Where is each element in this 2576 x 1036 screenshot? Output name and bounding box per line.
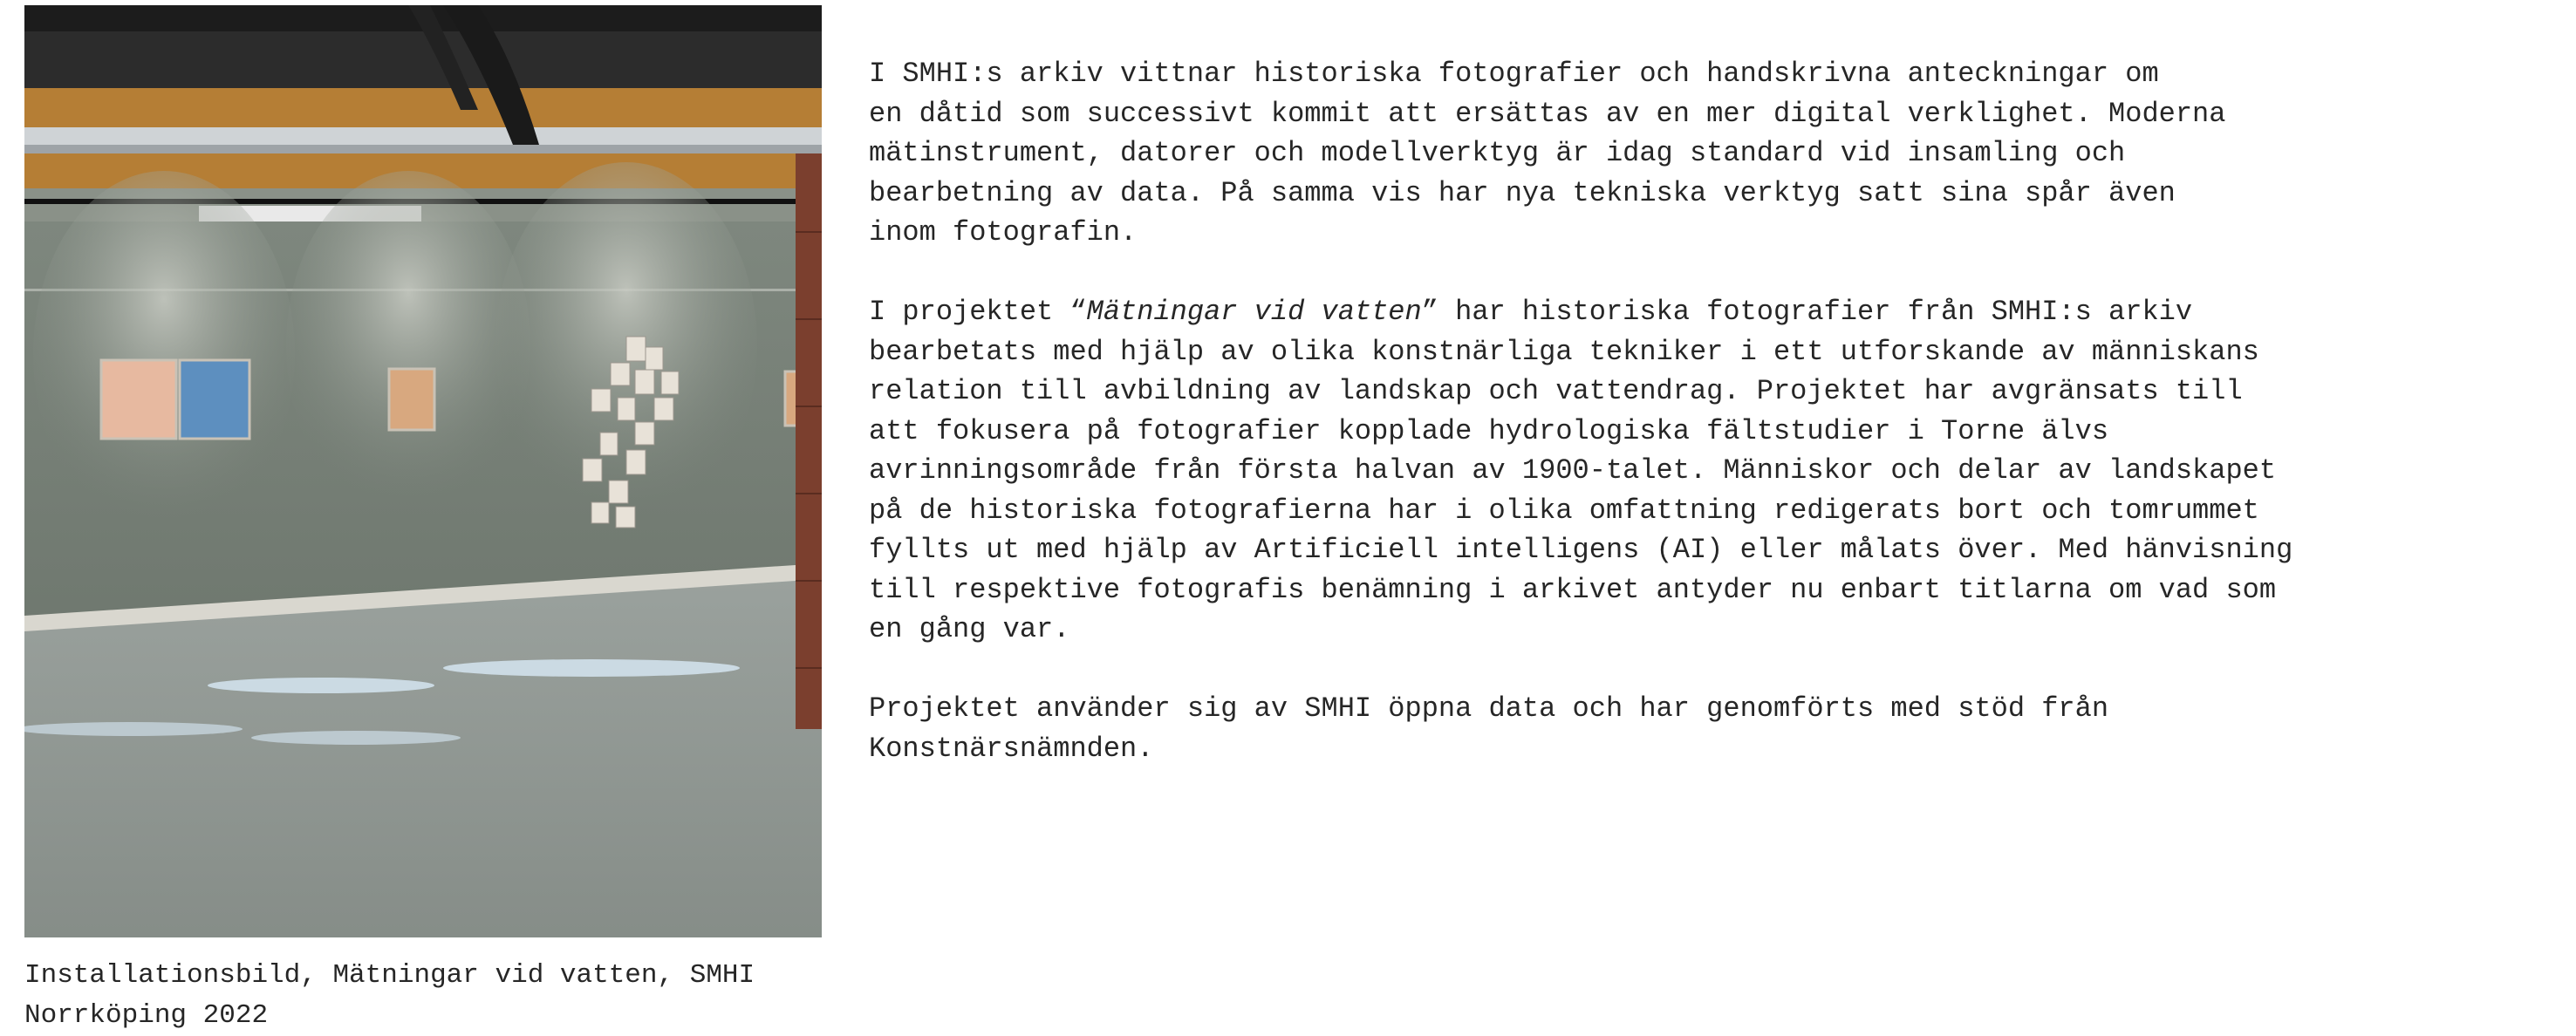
paragraph-project	[869, 292, 2334, 650]
paragraph-intro: I SMHI:s arkiv vittnar historiska fotografier och handskrivna anteckningar om en dåtid som successivt kommit att ersättas av en mer digital verklighet. Moderna mätinstrument, datorer och modellverktyg är idag standard vid insamling och bearbetning av data. På samma vis har nya tekniska verktyg satt sina spår även inom fotografin.	[869, 58, 2226, 249]
installation-photo	[24, 5, 822, 937]
description-text	[869, 54, 2334, 808]
photo-caption: Installationsbild, Mätningar vid vatten, SMHI Norrköping 2022	[24, 960, 755, 1031]
project-title: Mätningar vid vatten	[1086, 296, 1422, 328]
paragraph-project-rest: ” har historiska fotografier från SMHI:s arkiv bearbetats med hjälp av olika konstnärliga tekniker i ett utforskande av människans relation till avbildning av landskap och vattendrag. Projektet har avgränsats till att fokusera på fotografier kopplade hydrologiska fältstudier i Torne älvs avrinningsområde från första halvan av 1900-talet. Människor och delar av landskapet på de historiska fotografierna har i olika omfattning redigerats bort och tomrummet fyllts ut med hjälp av Artificiell intelligens (AI) eller målats över. Med hänvisning till respektive fotografis benämning i arkivet antyder nu enbart titlarna om vad som en gång var.	[869, 296, 2293, 645]
installation-photo-drawing	[24, 5, 822, 937]
paragraph-support: Projektet använder sig av SMHI öppna data och har genomförts med stöd från Konstnärsnämnden.	[869, 692, 2109, 765]
paragraph-project-start: I projektet “	[869, 296, 1087, 328]
